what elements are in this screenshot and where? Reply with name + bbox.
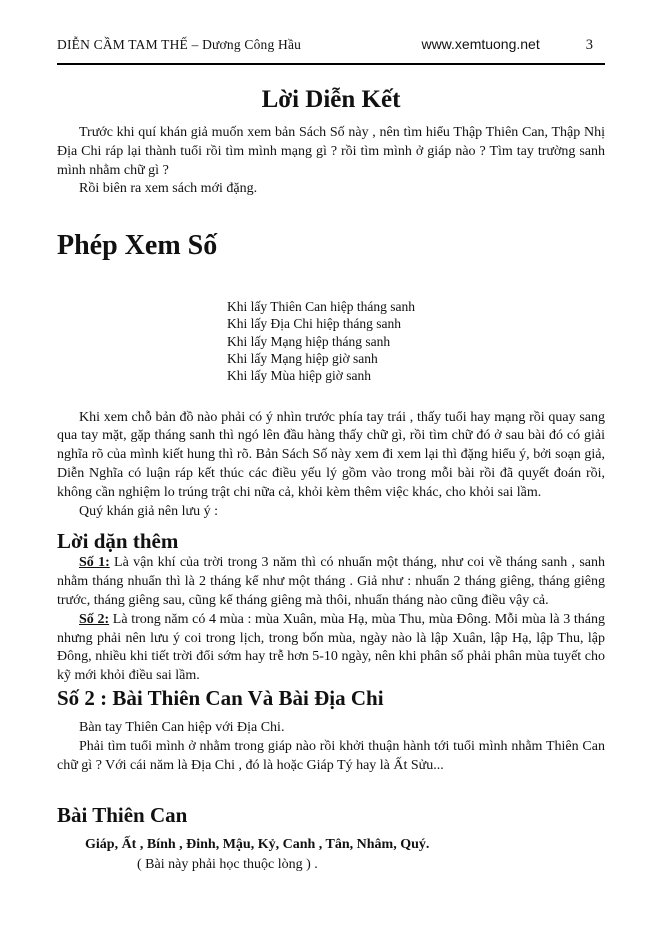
so2-section-paragraph-2: Phải tìm tuổi mình ở nhằm trong giáp nào rồi khởi thuận hành tới tuổi mình nhằm Thiên Can chữ gì ? Với cái năm là Địa Chi , đó là hoặc Giáp Tý hay là Ất Sửu... <box>57 738 605 773</box>
so2-section-paragraph-1: Bàn tay Thiên Can hiệp với Địa Chi. <box>79 720 285 736</box>
section-heading-loi-dan-them: Lời dặn thêm <box>57 529 179 554</box>
website-url: www.xemtuong.net <box>421 36 540 52</box>
rules-list <box>227 298 605 384</box>
reader-note-paragraph: Quý khán giả nên lưu ý : <box>79 503 219 519</box>
so2-paragraph <box>57 611 605 686</box>
phep-xem-so-paragraph: Khi xem chỗ bản đồ nào phải có ý nhìn trước phía tay trái , thấy tuổi hay mạng rồi quay sang qua tay mặt, gặp tháng sanh thì ngó lên đầu hàng thấy chữ gì, rồi tìm chữ đó ở sau bài đó có giải nghĩa rõ của mình kiết hung thì rõ. Bản Sách Số này xem đi xem lại thì đặng hiểu ý, bởi soạn giả, Diễn Nghĩa có luận ráp kết thúc các điều yếu lý gồm vào trong mỗi bài rồi đã quyết đoán rồi, không cần nghiệm lo trúng trật chi nữa cả, khỏi kèm thêm việc khác, cho khỏi sai lầm. <box>57 409 605 500</box>
spacer <box>57 775 605 803</box>
intro-paragraph-1: Trước khi quí khán giả muốn xem bản Sách Số này , nên tìm hiểu Thập Thiên Can, Thập Nhị Địa Chi ráp lại thành tuổi rồi tìm mình mạng gì ? rồi tìm mình ở giáp nào ? Tìm tay trường sanh mình nhằm chữ gì ? <box>57 125 605 178</box>
rules-list-item: Khi lấy Địa Chi hiệp tháng sanh <box>227 316 401 332</box>
so1-paragraph <box>57 554 605 610</box>
so1-label: Số 1: <box>79 555 110 571</box>
memorize-note: ( Bài này phải học thuộc lòng ) . <box>137 857 318 873</box>
rules-list-item: Khi lấy Mạng hiệp giờ sanh <box>227 351 378 367</box>
thien-can-list: Giáp, Ất , Bính , Đinh, Mậu, Kỷ, Canh , Tân, Nhâm, Quý. <box>85 837 430 853</box>
spacer <box>57 711 605 719</box>
so1-text: Là vận khí của trời trong 3 năm thì có nhuẩn một tháng, như coi về tháng sanh , sanh nhằm tháng nhuẩn thì là 2 tháng kể như một tháng . Giả như : nhuẩn 2 tháng giêng, tháng giêng trước, tháng giêng sau, cũng kể tháng giêng mà thôi, nhuẩn tháng nào cũng điều vậy cả. <box>57 555 605 609</box>
book-title: DIỄN CẦM TAM THẾ – Dương Công Hầu <box>57 37 302 52</box>
chapter-title: Lời Diễn Kết <box>261 86 401 113</box>
rules-list-item: Khi lấy Mạng hiệp tháng sanh <box>227 333 391 349</box>
spacer <box>57 199 605 215</box>
page-number: 3 <box>585 37 593 53</box>
section-heading-so2-bai-thien-can-dia-chi: Số 2 : Bài Thiên Can Và Bài Địa Chi <box>57 686 384 711</box>
header-right <box>421 36 605 54</box>
page-header <box>57 36 605 65</box>
intro-paragraph-2: Rồi biên ra xem sách mới đặng. <box>79 181 258 197</box>
rules-list-item: Khi lấy Mùa hiệp giờ sanh <box>227 368 371 384</box>
rules-list-item: Khi lấy Thiên Can hiệp tháng sanh <box>227 299 415 315</box>
spacer <box>57 521 605 529</box>
spacer <box>57 385 605 409</box>
section-heading-phep-xem-so: Phép Xem Số <box>57 230 218 262</box>
section-heading-bai-thien-can: Bài Thiên Can <box>57 803 188 828</box>
so2-text: Là trong năm có 4 mùa : mùa Xuân, mùa Hạ, mùa Thu, mùa Đông. Mỗi mùa là 3 tháng nhưng phải nên lưu ý coi trong lịch, trong bốn mùa, ngày nào là lập Xuân, lập Hạ, lập Thu, lập Đông, nhiều khi tiết trời đổi sớm hay trễ hơn 5-10 ngày, nên khi phân số phải phân mùa tuyết cho kỹ mới khỏi điều sai lầm. <box>57 611 605 684</box>
so2-label: Số 2: <box>79 611 110 627</box>
